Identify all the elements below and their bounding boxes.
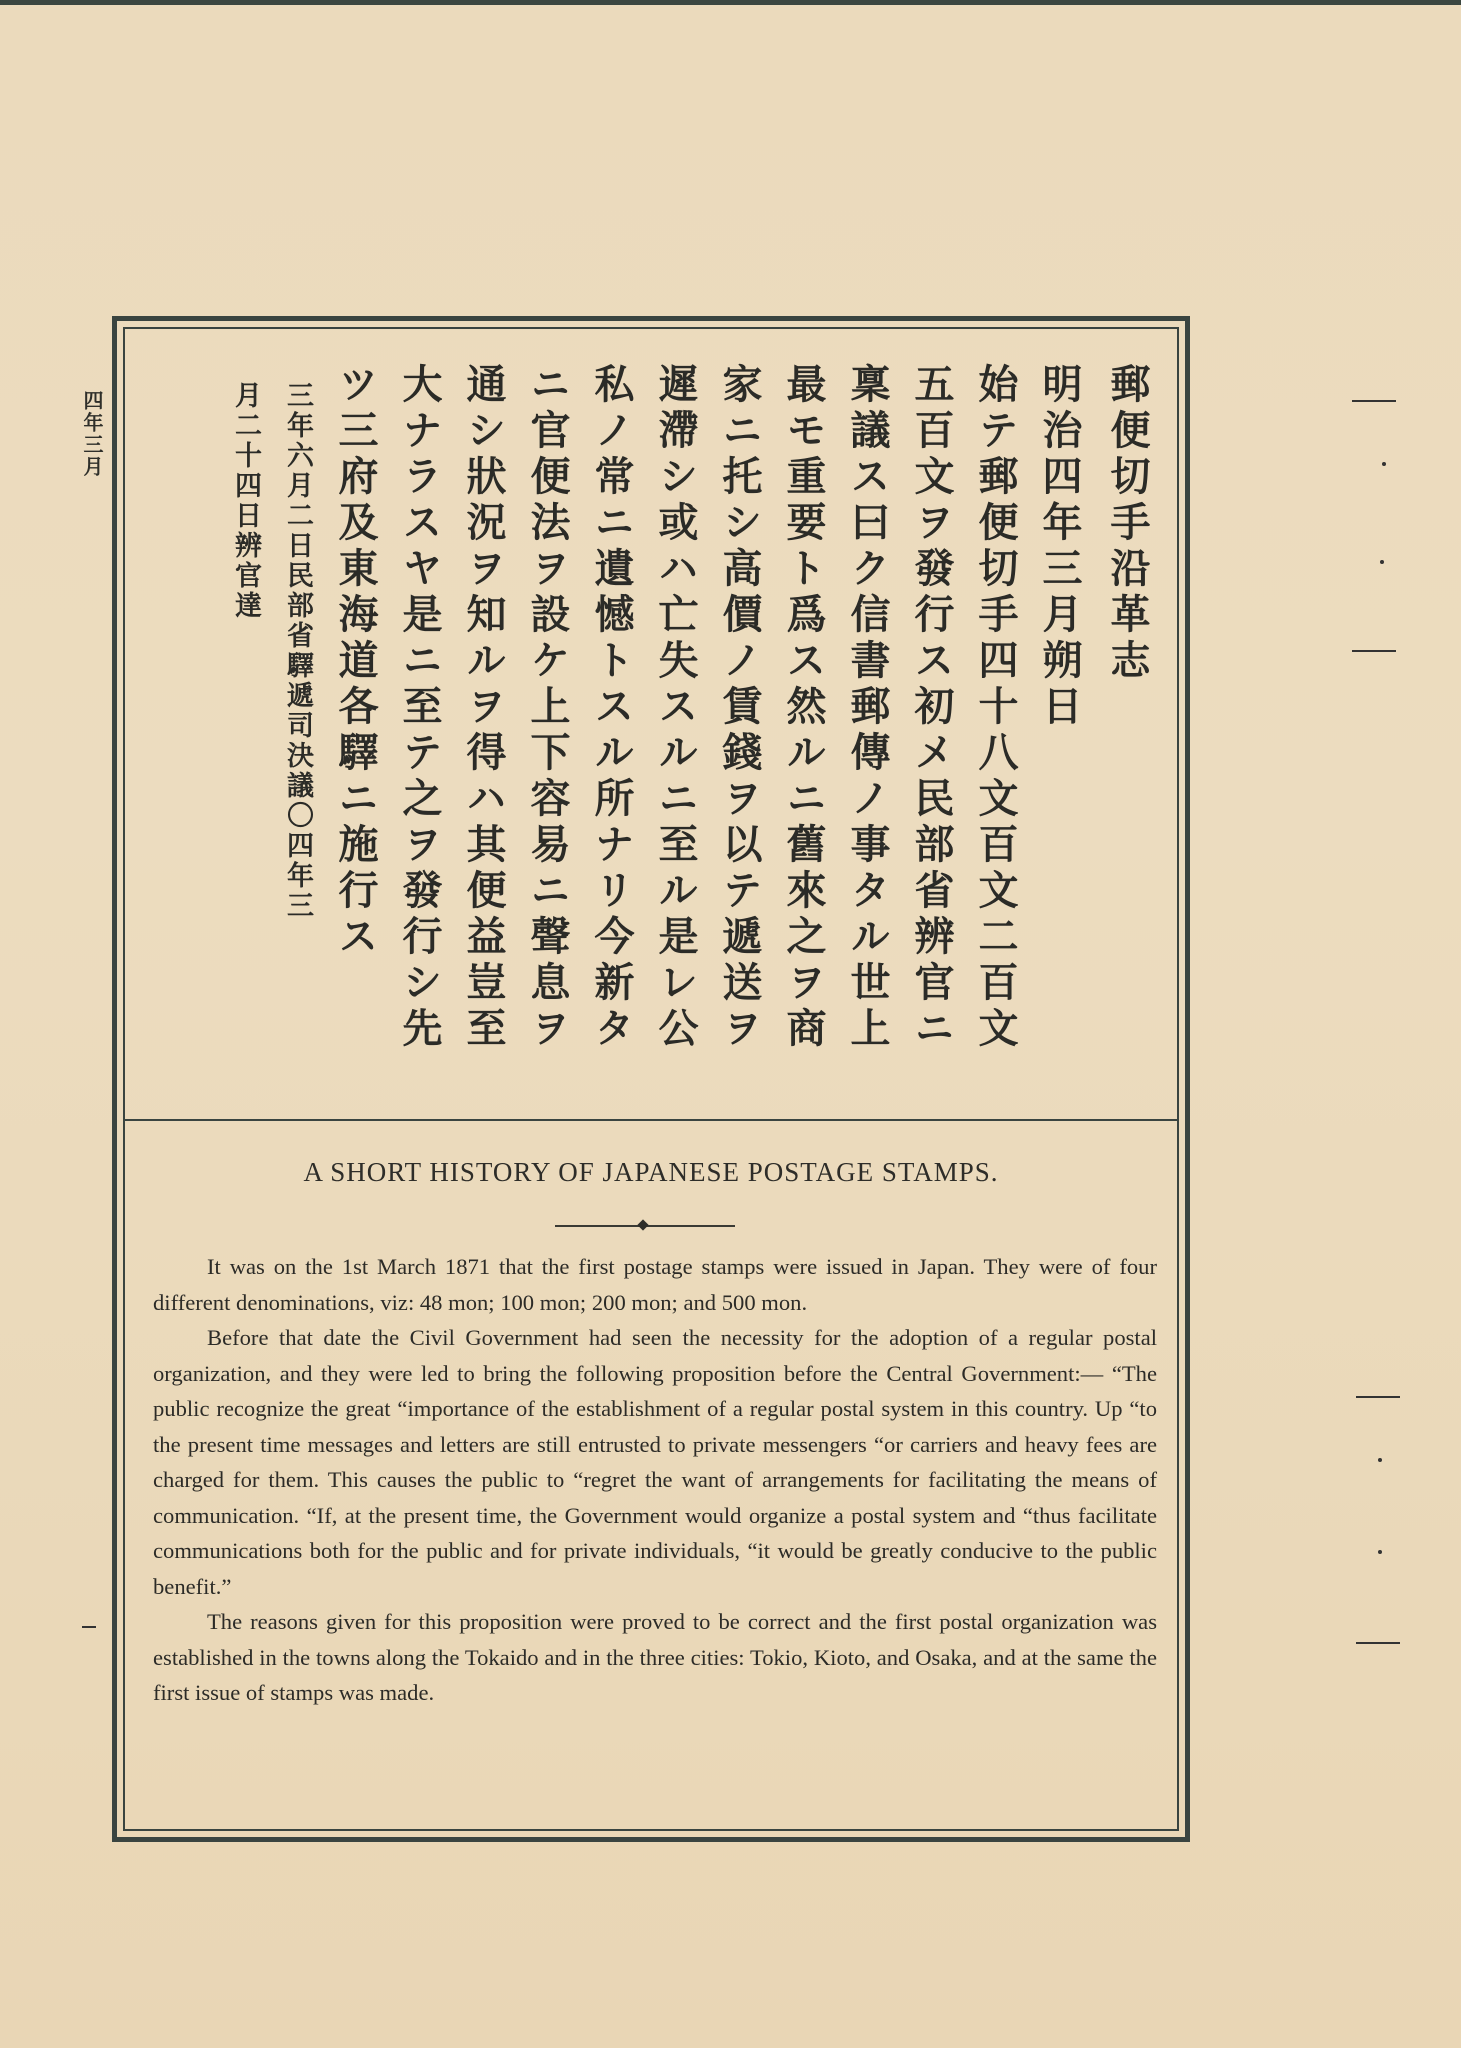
margin-mark	[1356, 1396, 1400, 1398]
japanese-column: 大ナラスヤ是ニ至テ之ヲ發行シ先	[396, 363, 443, 1053]
margin-mark	[1380, 560, 1384, 564]
japanese-text-section	[125, 329, 1177, 1121]
paragraph: It was on the 1st March 1871 that the first postage stamps were issued in Japan. They were of four different denominations, viz: 48 mon; 100 mon; 200 mon; and 500 mon.	[153, 1254, 1157, 1315]
margin-mark	[1352, 400, 1396, 402]
japanese-column: 遲滯シ或ハ亡失スルニ至ル是レ公	[652, 363, 699, 1053]
margin-mark	[1378, 1550, 1382, 1554]
margin-mark	[1352, 650, 1396, 652]
title-ornament	[555, 1221, 735, 1231]
japanese-title: 郵便切手沿革志	[1104, 363, 1151, 685]
margin-date-note: 四年三月	[80, 390, 104, 478]
japanese-column: 通シ狀況ヲ知ルヲ得ハ其便益豈至	[460, 363, 507, 1053]
japanese-column: 稟議ス曰ク信書郵傳ノ事タル世上	[844, 363, 891, 1053]
english-text-section	[125, 1121, 1177, 1829]
japanese-column: 私ノ常ニ遺憾トスル所ナリ今新タ	[588, 363, 635, 1053]
paragraph: Before that date the Civil Government had seen the necessity for the adoption of a regular postal organization, and they were led to bring the following proposition before the Central Government:— “The public recognize the great “importance of the establishment of a regular postal system in this country. Up “to the present time messages and letters are still entrusted to private messengers “or carriers and heavy fees are charged for them. This causes the public to “regret the want of arrangements for facilitating the means of communication. “If, at the present time, the Government would organize a postal system and “thus facilitate communications both for the public and for private individuals, “it would be greatly conducive to the public benefit.”	[153, 1325, 1157, 1599]
paragraph: The reasons given for this proposition were proved to be correct and the first postal organization was established in the towns along the Tokaido and in the three cities: Tokio, Kioto, and Osaka, and at the same the first issue of stamps was made.	[153, 1609, 1157, 1705]
japanese-column: ツ三府及東海道各驛ニ施行ス	[332, 363, 379, 961]
margin-mark	[1356, 1642, 1400, 1644]
page-edge	[0, 0, 1461, 5]
english-body	[153, 1249, 1157, 1711]
english-title: A SHORT HISTORY OF JAPANESE POSTAGE STAMPS.	[303, 1157, 999, 1187]
japanese-column: 家ニ托シ高價ノ賃錢ヲ以テ遞送ヲ	[716, 363, 763, 1053]
japanese-column: 最モ重要ト爲ス然ルニ舊來之ヲ商	[780, 363, 827, 1053]
japanese-column: 明治四年三月朔日	[1036, 363, 1083, 731]
japanese-text-block	[219, 363, 1163, 1103]
japanese-source-note: 月二十四日辨官達	[230, 381, 261, 621]
frame-inner-border	[123, 327, 1179, 1831]
margin-mark	[1382, 462, 1386, 466]
japanese-column: 五百文ヲ發行ス初メ民部省辨官ニ	[908, 363, 955, 1053]
document-frame	[112, 316, 1190, 1842]
ornament-diamond-icon	[637, 1219, 648, 1230]
japanese-column: 始テ郵便切手四十八文百文二百文	[972, 363, 1019, 1053]
margin-mark	[1378, 1458, 1382, 1462]
japanese-source-note: 三年六月二日民部省驛遞司決議〇四年三	[282, 381, 313, 921]
margin-mark	[82, 1626, 96, 1628]
japanese-column: ニ官便法ヲ設ケ上下容易ニ聲息ヲ	[524, 363, 571, 1053]
